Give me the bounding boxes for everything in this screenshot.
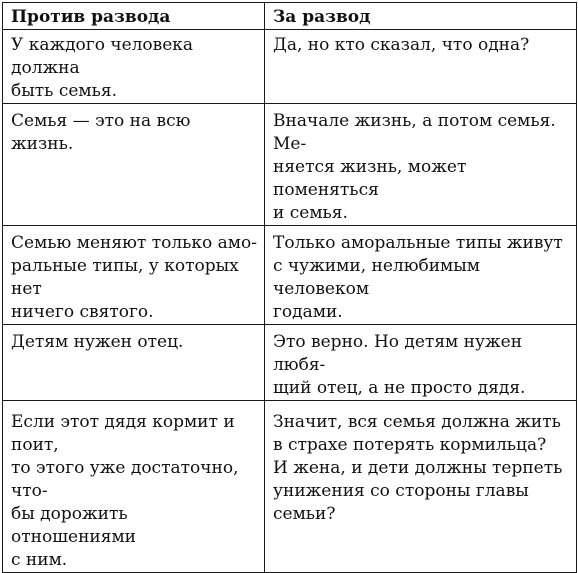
cell-against — [3, 104, 265, 226]
cell-against — [3, 30, 265, 104]
cell-text: У каждого человека должна быть семья. — [11, 35, 194, 101]
cell-for — [265, 30, 577, 104]
cell-text: Только аморальные типы живут с чужими, нелюбимым человеком годами. — [273, 233, 563, 322]
cell-against — [3, 226, 265, 325]
cell-text: Семью меняют только амо- ральные типы, у которых нет ничего святого. — [11, 233, 257, 322]
cell-text: Если этот дядя кормит и поит, то этого уже достаточно, что- бы дорожить отношениями с ним. — [11, 412, 239, 570]
pros-cons-table — [2, 2, 577, 573]
cell-against — [3, 401, 265, 573]
cell-text: Семья — это на всю жизнь. — [11, 111, 191, 154]
cell-text: Вначале жизнь, а потом семья. Ме- няется жизнь, может поменяться и семья. — [273, 111, 556, 223]
cell-text: Детям нужен отец. — [11, 332, 184, 352]
table-row — [3, 325, 577, 401]
header-row — [3, 3, 577, 30]
header-for: За развод — [265, 3, 577, 30]
table-row — [3, 30, 577, 104]
cell-for — [265, 401, 577, 573]
cell-for — [265, 325, 577, 401]
table-row — [3, 401, 577, 573]
header-against: Против развода — [3, 3, 265, 30]
table-row — [3, 226, 577, 325]
cell-text: Это верно. Но детям нужен любя- щий отец, а не просто дядя. — [273, 332, 526, 398]
cell-text: Да, но кто сказал, что одна? — [273, 35, 530, 55]
cell-for — [265, 226, 577, 325]
cell-text: Значит, вся семья должна жить в страхе потерять кормильца? И жена, и дети должны терпеть унижения со стороны главы семьи? — [273, 412, 563, 524]
cell-for — [265, 104, 577, 226]
table-row — [3, 104, 577, 226]
cell-against — [3, 325, 265, 401]
